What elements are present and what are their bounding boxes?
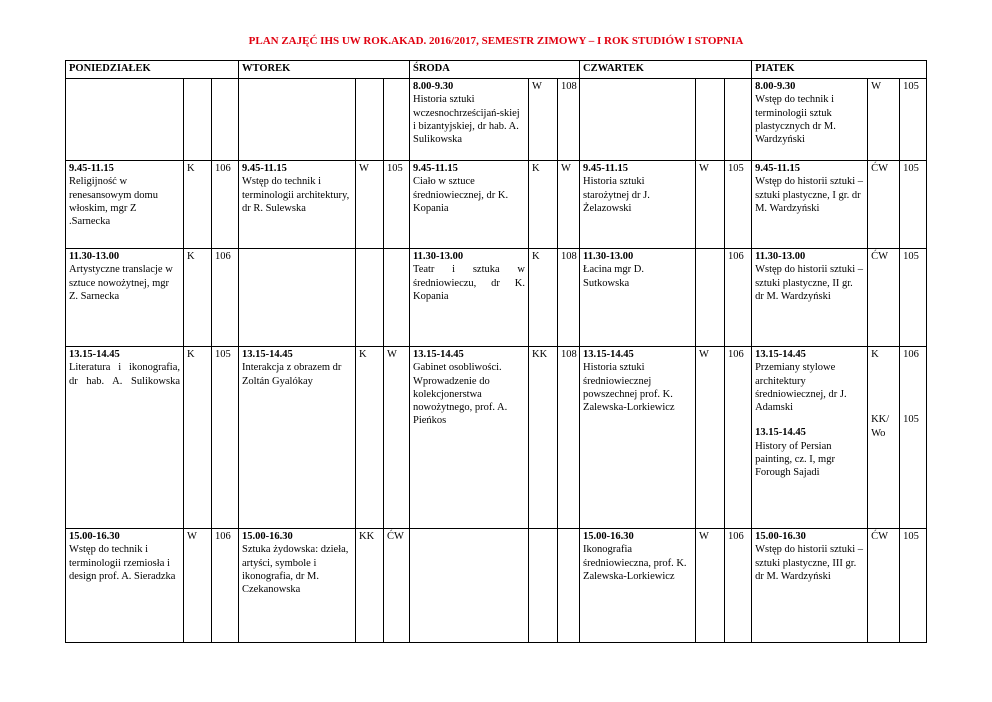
class-time: 13.15-14.45 [69,349,120,360]
class-description: Ciało w sztuce średniowiecznej, dr K. Kopania [413,176,509,214]
class-cell [752,161,868,249]
day-header-tuesday: WTOREK [239,61,410,79]
day-header-thursday: CZWARTEK [580,61,752,79]
class-cell [752,347,868,529]
class-time: 15.00-16.30 [583,531,634,542]
class-time: 15.00-16.30 [242,531,293,542]
class-cell [410,79,529,161]
class-room [384,79,410,161]
class-room-value: 106 [903,349,919,360]
class-description: Interakcja z obrazem dr Zoltán Gyalókay [242,362,342,387]
class-time: 13.15-14.45 [242,349,293,360]
class-room: 105 [900,529,927,643]
class-time: 9.45-11.15 [413,163,458,174]
class-cell [580,347,696,529]
class-description: Sztuka żydowska: dzieła, artyści, symbole i ikonografia, dr M. Czekanowska [242,544,349,596]
class-room: 106 [212,249,239,347]
class-room: 108 [558,347,580,529]
header-row [66,61,927,79]
class-cell [580,249,696,347]
class-type-value: K [871,349,879,360]
class-time: 9.45-11.15 [69,163,114,174]
document-title: PLAN ZAJĘĆ IHS UW ROK.AKAD. 2016/2017, SEMESTR ZIMOWY – I ROK STUDIÓW I STOPNIA [248,35,744,47]
class-type: W [184,529,212,643]
class-room: 105 [900,161,927,249]
class-time: 13.15-14.45 [755,427,806,439]
class-type: K [529,249,558,347]
class-cell [66,79,184,161]
class-cell [410,529,529,643]
class-room: 106 [725,249,752,347]
class-room: 108 [558,79,580,161]
class-time: 9.45-11.15 [755,163,800,174]
class-description: Wstęp do historii sztuki – sztuki plastyczne, III gr. dr M. Wardzyński [755,544,863,582]
class-description: Religijność w renesansowym domu włoskim, mgr Z .Sarnecka [69,176,158,228]
class-description: Ikonografia średniowieczna, prof. K. Zalewska-Lorkiewicz [583,544,687,582]
class-time: 15.00-16.30 [755,531,806,542]
class-cell [239,79,356,161]
class-cell [410,249,529,347]
class-description: Artystyczne translacje w sztuce nowożytnej, mgr Z. Sarnecka [69,264,173,302]
class-cell [752,249,868,347]
class-cell [239,249,356,347]
class-type: K [529,161,558,249]
day-header-monday: PONIEDZIAŁEK [66,61,239,79]
class-room: W [558,161,580,249]
class-room: 106 [212,529,239,643]
day-header-friday: PIATEK [752,61,927,79]
class-type: W [868,79,900,161]
class-type [696,79,725,161]
class-time: 9.45-11.15 [583,163,628,174]
class-description: Wstęp do technik i terminologii architektury, dr R. Sulewska [242,176,350,214]
class-room: 105 [725,161,752,249]
class-description: Przemiany stylowe architektury średniowiecznej, dr J. Adamski [755,362,847,414]
class-type: KK [356,529,384,643]
class-cell [239,161,356,249]
day-header-wednesday: ŚRODA [410,61,580,79]
class-time: 15.00-16.30 [69,531,120,542]
class-time: 11.30-13.00 [69,251,120,262]
class-description: Historia sztuki wczesnochrześcijań-skiej i bizantyjskiej, dr hab. A. Sulikowska [413,94,520,146]
class-cell [239,347,356,529]
schedule-table [65,60,927,643]
class-type: K [184,347,212,529]
class-type: W [356,161,384,249]
class-cell [752,529,868,643]
class-type [356,249,384,347]
class-room: 105 [900,249,927,347]
class-cell [410,347,529,529]
class-type [868,347,900,529]
class-time: 8.00-9.30 [755,81,796,92]
class-description: Wstęp do historii sztuki – sztuki plastyczne, II gr. dr M. Wardzyński [755,264,863,302]
class-cell-secondary [755,426,864,479]
class-description: Gabinet osobliwości. Wprowadzenie do kolekcjonerstwa nowożytnego, prof. A. Pieńkos [413,362,508,427]
class-time: 11.30-13.00 [755,251,806,262]
class-room: 105 [384,161,410,249]
class-room: 106 [725,529,752,643]
class-type: K [356,347,384,529]
class-description: Teatr i sztuka w średniowieczu, dr K. Kopania [413,264,526,302]
class-time: 13.15-14.45 [413,349,464,360]
class-time: 11.30-13.00 [583,251,634,262]
class-room [725,79,752,161]
class-description: Wstęp do technik i terminologii rzemiosła i design prof. A. Sieradzka [69,544,176,582]
class-cell [239,529,356,643]
class-type: ĆW [868,161,900,249]
class-room: 106 [725,347,752,529]
class-description: Łacina mgr D. Sutkowska [583,264,644,289]
class-type [529,529,558,643]
class-time: 11.30-13.00 [413,251,464,262]
class-type: K [184,249,212,347]
class-type [184,79,212,161]
class-type: W [696,347,725,529]
class-type: ĆW [868,529,900,643]
class-room [384,249,410,347]
table-row [66,79,927,161]
class-cell [580,161,696,249]
class-type-value: KK/ Wo [871,414,890,439]
class-room-value: 105 [903,414,919,426]
class-type [356,79,384,161]
class-description: History of Persian painting, cz. I, mgr Forough Sajadi [755,440,835,479]
class-cell [410,161,529,249]
class-type: W [696,161,725,249]
class-time: 8.00-9.30 [413,81,454,92]
class-room: ĆW [384,529,410,643]
class-description: Wstęp do historii sztuki – sztuki plastyczne, I gr. dr M. Wardzyński [755,176,863,214]
class-cell [752,79,868,161]
class-cell [66,161,184,249]
class-time: 13.15-14.45 [583,349,634,360]
class-room [212,79,239,161]
class-time: 13.15-14.45 [755,349,806,360]
class-cell [66,347,184,529]
table-row [66,161,927,249]
class-description: Wstęp do technik i terminologii sztuk plastycznych dr M. Wardzyński [755,94,836,146]
table-row [66,347,927,529]
class-type [696,249,725,347]
class-room [558,529,580,643]
class-room [900,347,927,529]
class-time: 9.45-11.15 [242,163,287,174]
class-room: 105 [212,347,239,529]
class-type: K [184,161,212,249]
class-type: W [696,529,725,643]
class-room: 105 [900,79,927,161]
class-room: 106 [212,161,239,249]
class-description: Historia sztuki starożytnej dr J. Żelazowski [583,176,650,214]
class-cell [66,249,184,347]
class-type: KK [529,347,558,529]
class-description: Historia sztuki średniowiecznej powszechnej prof. K. Zalewska-Lorkiewicz [583,362,675,414]
class-description: Literatura i ikonografia, dr hab. A. Sulikowska [69,362,180,387]
class-room: 108 [558,249,580,347]
class-type: W [529,79,558,161]
class-cell [580,79,696,161]
class-cell [66,529,184,643]
class-cell [580,529,696,643]
class-room: W [384,347,410,529]
table-row [66,249,927,347]
table-row [66,529,927,643]
class-type: ĆW [868,249,900,347]
